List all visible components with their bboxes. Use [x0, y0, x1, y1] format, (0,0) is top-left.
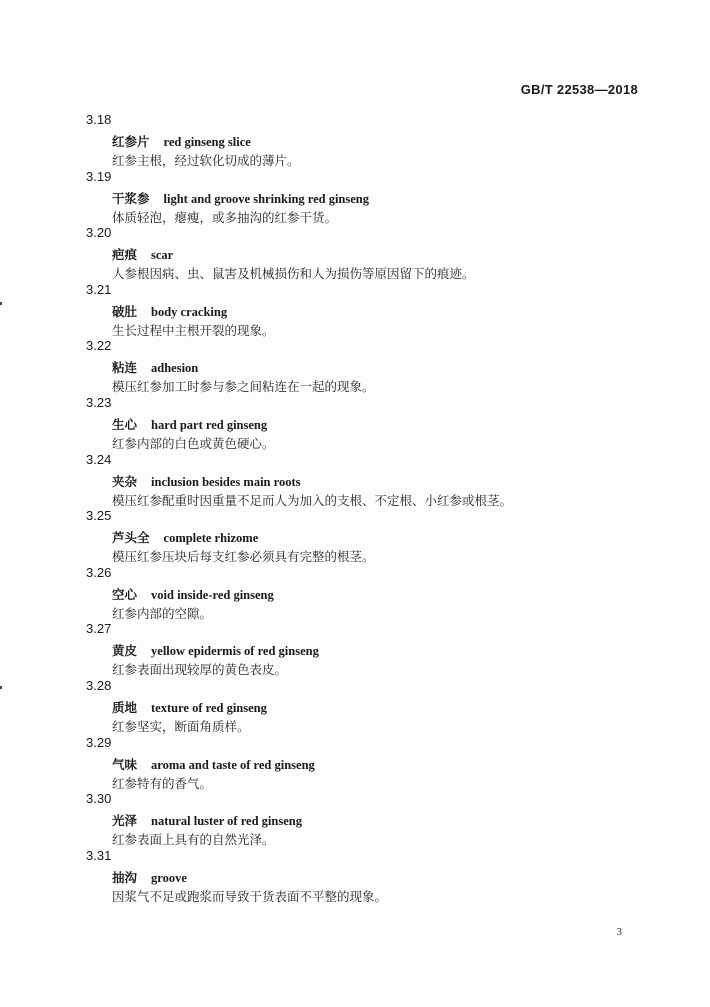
term-entry — [0, 395, 710, 452]
term-line — [112, 528, 258, 546]
term-entry — [0, 848, 710, 905]
term-chinese: 气味 — [112, 756, 138, 772]
term-definition: 红参坚实，断面角质样。 — [112, 718, 250, 734]
clause-number: 3.26 — [86, 564, 112, 580]
term-english: body cracking — [151, 304, 228, 319]
term-entry — [0, 621, 710, 678]
term-line — [112, 415, 267, 433]
term-chinese: 粘连 — [112, 360, 138, 376]
term-definition: 模压红参配重时因重量不足而人为加入的支根、不定根、小红参或根茎。 — [112, 492, 513, 508]
term-entry — [0, 112, 710, 169]
term-entry — [0, 169, 710, 226]
term-english: texture of red ginseng — [151, 700, 267, 715]
term-chinese: 质地 — [112, 699, 138, 715]
term-english: groove — [151, 870, 187, 885]
term-definition: 人参根因病、虫、鼠害及机械损伤和人为损伤等原因留下的痕迹。 — [112, 266, 475, 282]
term-english: hard part red ginseng — [151, 417, 268, 432]
term-english: light and groove shrinking red ginseng — [163, 191, 370, 206]
term-definition: 红参特有的香气。 — [112, 775, 213, 791]
clause-number: 3.25 — [86, 508, 112, 524]
term-entry — [0, 508, 710, 565]
term-entry — [0, 225, 710, 282]
term-entry — [0, 791, 710, 848]
term-english: void inside-red ginseng — [151, 587, 274, 602]
clause-number: 3.22 — [86, 338, 112, 354]
term-english: red ginseng slice — [163, 135, 251, 149]
terms-list — [0, 112, 710, 904]
clause-number: 3.28 — [86, 677, 112, 693]
term-definition: 红参表面出现较厚的黄色表皮。 — [112, 662, 288, 678]
term-entry — [0, 282, 710, 339]
scan-edge-mark — [0, 302, 2, 305]
clause-number: 3.31 — [86, 847, 112, 863]
clause-number: 3.27 — [86, 621, 112, 637]
term-definition: 生长过程中主根开裂的现象。 — [112, 322, 275, 338]
clause-number: 3.30 — [86, 791, 112, 807]
term-chinese: 红参片 — [112, 134, 150, 149]
term-line — [112, 302, 227, 320]
term-definition: 模压红参压块后每支红参必须具有完整的根茎。 — [112, 549, 375, 565]
term-english: inclusion besides main roots — [151, 474, 301, 489]
term-line — [112, 132, 251, 150]
term-definition: 红参主根，经过软化切成的薄片。 — [112, 153, 300, 168]
clause-number: 3.18 — [86, 112, 112, 127]
term-definition: 红参内部的白色或黄色硬心。 — [112, 435, 275, 451]
clause-number: 3.24 — [86, 451, 112, 467]
term-english: scar — [151, 248, 174, 263]
term-chinese: 空心 — [112, 586, 138, 602]
term-entry — [0, 452, 710, 509]
term-english: yellow epidermis of red ginseng — [151, 644, 319, 659]
term-line — [112, 811, 302, 829]
term-line — [112, 641, 319, 659]
term-chinese: 生心 — [112, 416, 138, 432]
term-definition: 模压红参加工时参与参之间粘连在一起的现象。 — [112, 379, 375, 395]
term-line — [112, 755, 315, 773]
term-entry — [0, 735, 710, 792]
term-chinese: 疤痕 — [112, 247, 138, 263]
term-line — [112, 358, 198, 376]
clause-number: 3.23 — [86, 394, 112, 410]
term-chinese: 芦头全 — [112, 530, 150, 546]
term-definition: 因浆气不足或跑浆而导致干货表面不平整的现象。 — [112, 888, 388, 904]
term-chinese: 破肚 — [112, 303, 138, 319]
term-english: adhesion — [151, 361, 199, 376]
scan-edge-mark — [0, 686, 2, 689]
term-chinese: 黄皮 — [112, 643, 138, 659]
term-chinese: 干浆参 — [112, 190, 150, 206]
term-line — [112, 698, 267, 716]
term-english: natural luster of red ginseng — [151, 814, 302, 829]
term-line — [112, 245, 173, 263]
term-entry — [0, 338, 710, 395]
term-english: complete rhizome — [163, 531, 259, 546]
term-line — [112, 585, 274, 603]
clause-number: 3.20 — [86, 225, 112, 241]
clause-number: 3.29 — [86, 734, 112, 750]
term-line — [112, 868, 187, 886]
term-definition: 红参表面上具有的自然光泽。 — [112, 832, 275, 848]
term-chinese: 抽沟 — [112, 869, 138, 885]
clause-number: 3.19 — [86, 168, 112, 184]
term-chinese: 夹杂 — [112, 473, 138, 489]
term-line — [112, 472, 300, 490]
term-entry — [0, 678, 710, 735]
term-chinese: 光泽 — [112, 813, 138, 829]
term-line — [112, 189, 369, 207]
clause-number: 3.21 — [86, 281, 112, 297]
standard-number: GB/T 22538—2018 — [520, 82, 638, 97]
term-english: aroma and taste of red ginseng — [151, 757, 315, 772]
page-number: 3 — [616, 926, 622, 938]
term-definition: 体质轻泡，瘪瘦，或多抽沟的红参干货。 — [112, 209, 338, 225]
term-entry — [0, 565, 710, 622]
term-definition: 红参内部的空隙。 — [112, 605, 213, 621]
